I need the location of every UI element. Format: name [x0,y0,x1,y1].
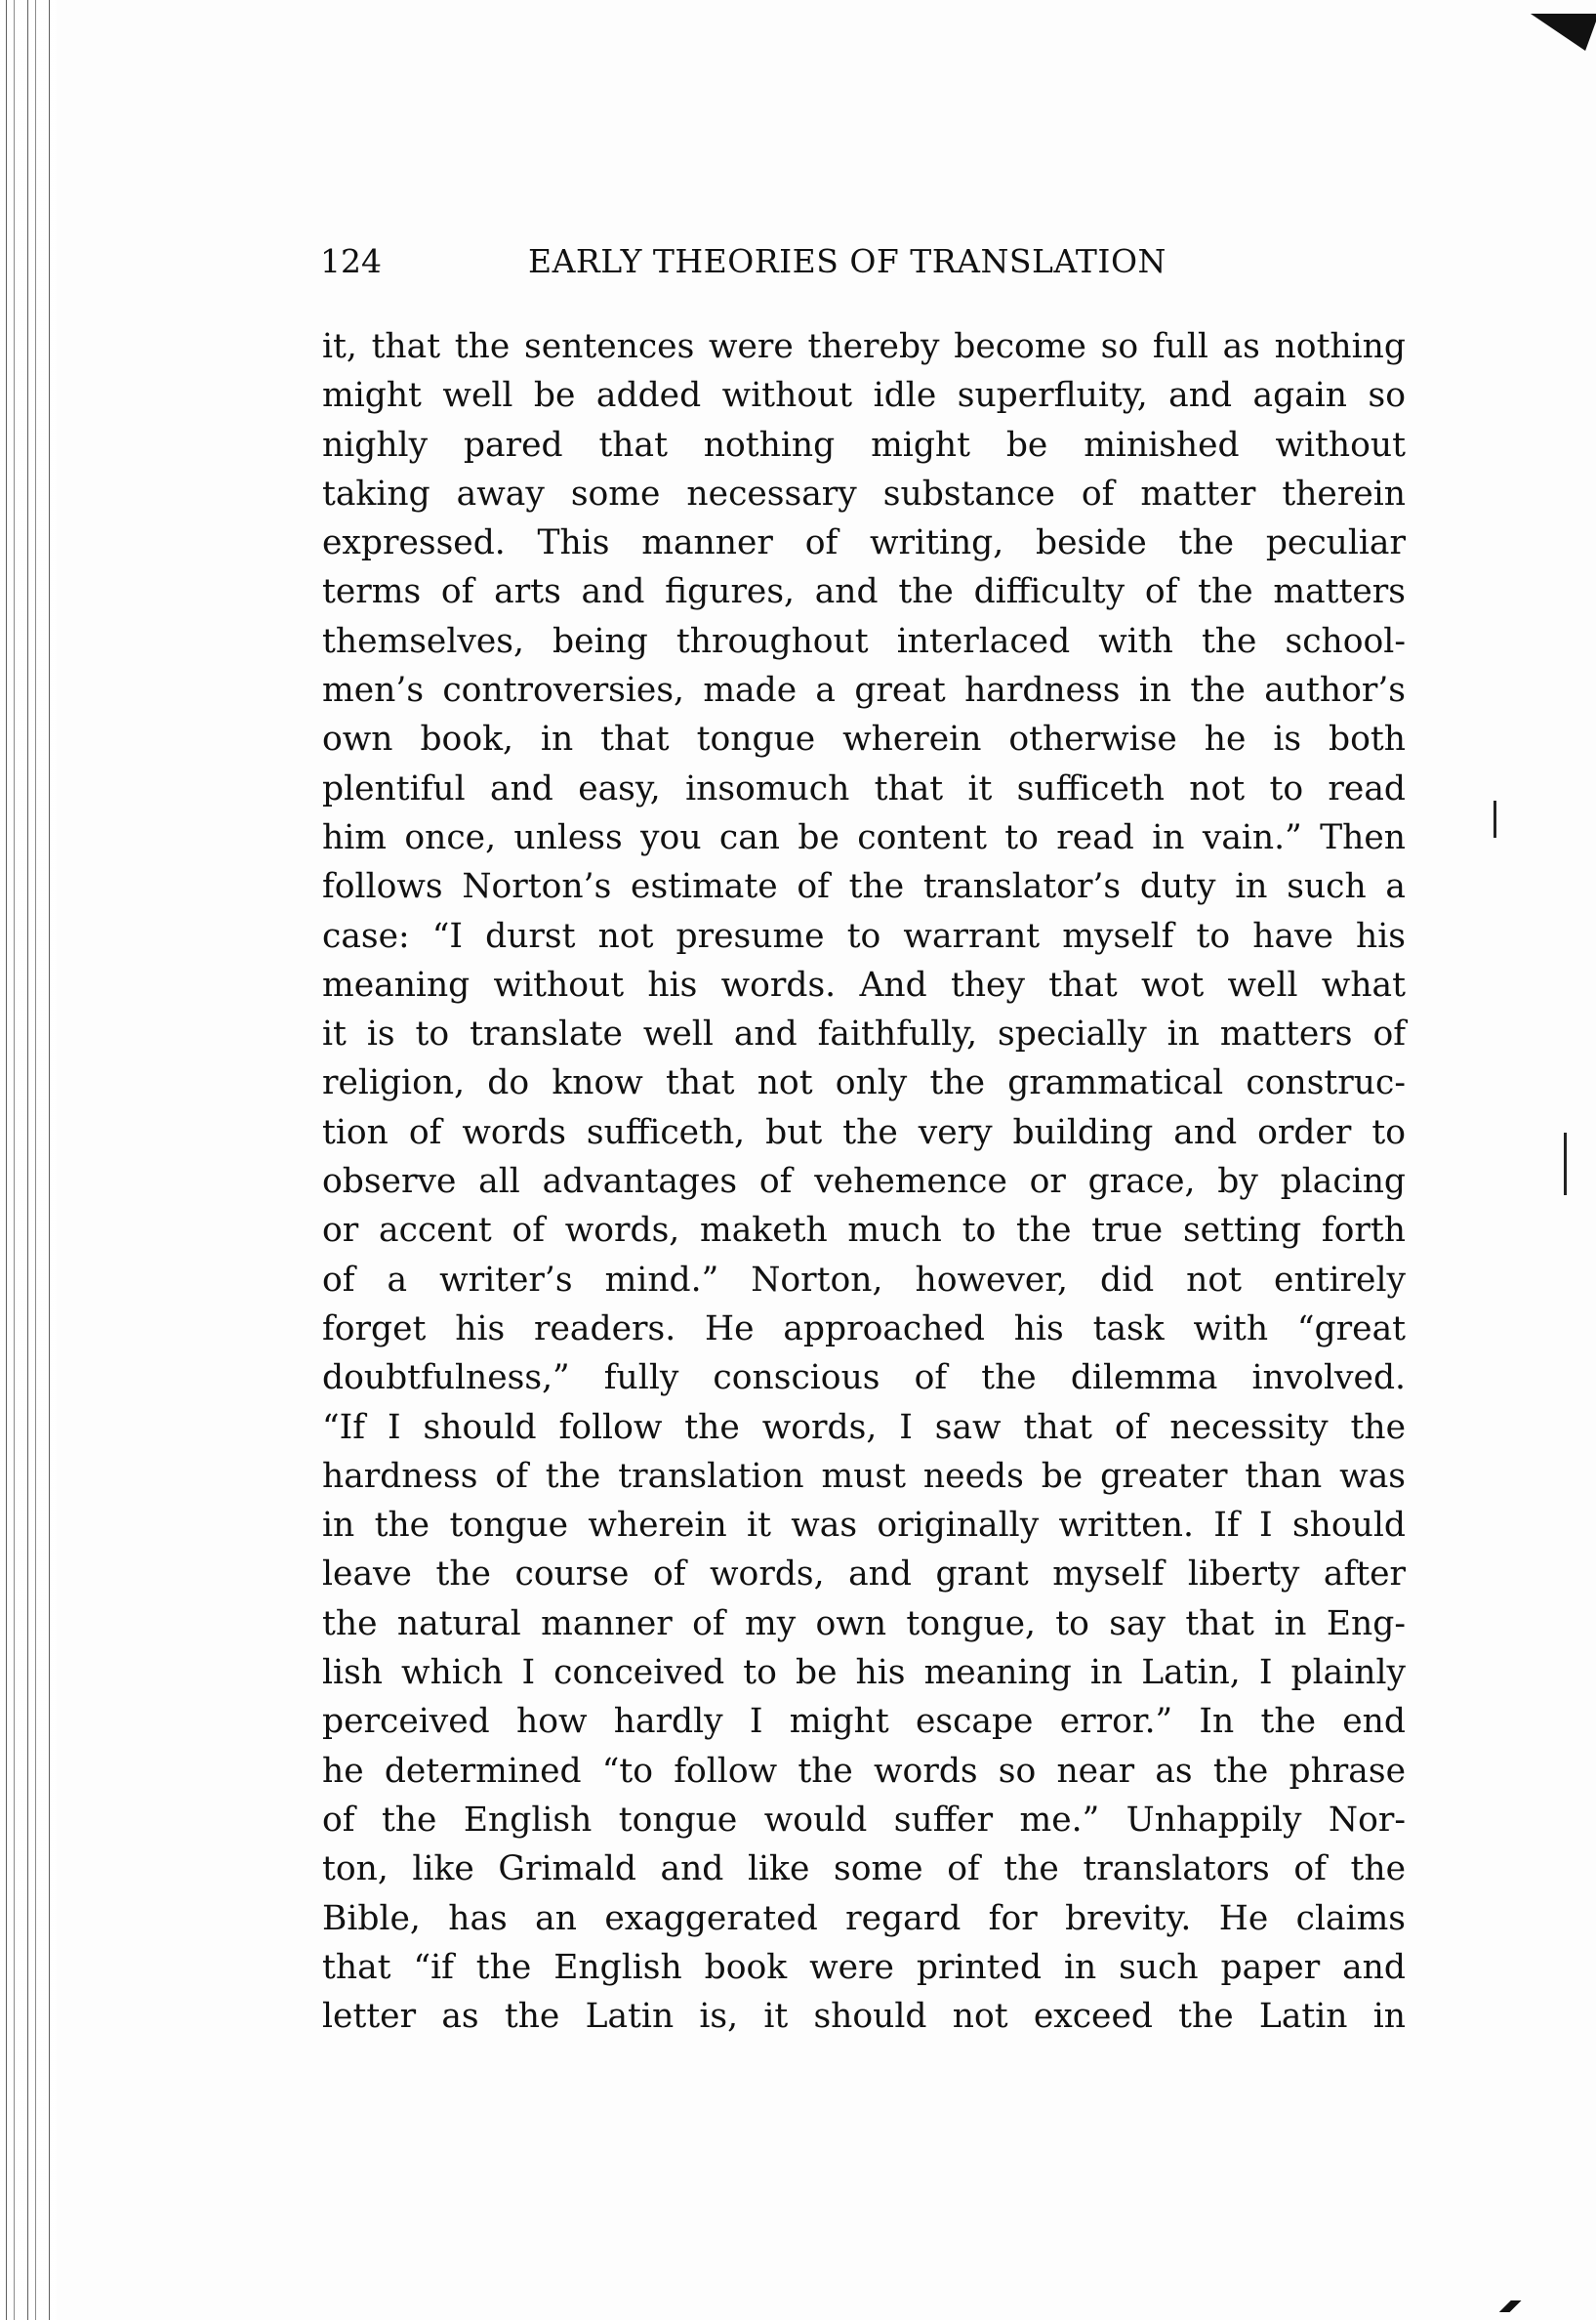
text-line: or accent of words, maketh much to the true setting forth [322,1211,1406,1251]
text-line: in the tongue wherein it was originally written. If I should [322,1506,1406,1546]
text-line: tion of words sufficeth, but the very building and order to [322,1112,1406,1152]
text-line: him once, unless you can be content to read in vain.” Then [322,817,1406,857]
text-line: case: “I durst not presume to warrant myself to have his [322,916,1406,956]
text-line: nighly pared that nothing might be minished without [322,425,1406,465]
margin-mark [1564,1133,1567,1195]
text-line: of a writer’s mind.” Norton, however, did not entirely [322,1260,1406,1300]
text-line: follows Norton’s estimate of the translator’s duty in such a [322,867,1406,907]
text-line: men’s controversies, made a great hardness in the author’s [322,671,1406,711]
text-line: religion, do know that not only the grammatical construc- [322,1063,1406,1103]
text-line: that “if the English book were printed in such paper and [322,1947,1406,1987]
text-line: hardness of the translation must needs be greater than was [322,1456,1406,1496]
text-line: themselves, being throughout interlaced with the school- [322,621,1406,661]
text-line: letter as the Latin is, it should not exceed the Latin in [322,1997,1406,2037]
text-line: meaning without his words. And they that wot well what [322,965,1406,1005]
text-line: observe all advantages of vehemence or grace, by placing [322,1162,1406,1202]
text-line: taking away some necessary substance of matter therein [322,474,1406,514]
corner-mark-top [1517,14,1596,51]
page-number: 124 [320,242,382,280]
running-title: EARLY THEORIES OF TRANSLATION [528,242,1166,280]
text-line: Bible, has an exaggerated regard for brevity. He claims [322,1898,1406,1938]
text-line: ton, like Grimald and like some of the translators of the [322,1849,1406,1889]
text-line: the natural manner of my own tongue, to say that in Eng- [322,1603,1406,1643]
text-line: it, that the sentences were thereby become so full as nothing [322,327,1406,366]
text-line: expressed. This manner of writing, beside the peculiar [322,523,1406,563]
margin-mark [1494,801,1496,838]
text-line: lish which I conceived to be his meaning in Latin, I plainly [322,1653,1406,1693]
corner-mark-bottom [1479,2300,1537,2312]
text-line: “If I should follow the words, I saw that of necessity the [322,1407,1406,1447]
binding-edge [0,0,57,2320]
body-text [322,322,1406,2041]
text-line: he determined “to follow the words so near as the phrase [322,1751,1406,1791]
page-header [320,242,1296,291]
text-line: plentiful and easy, insomuch that it sufficeth not to read [322,768,1406,808]
text-line: might well be added without idle superfluity, and again so [322,376,1406,416]
text-line: doubtfulness,” fully conscious of the dilemma involved. [322,1358,1406,1398]
text-line: it is to translate well and faithfully, specially in matters of [322,1015,1406,1055]
text-line: leave the course of words, and grant myself liberty after [322,1554,1406,1595]
text-line: terms of arts and figures, and the difficulty of the matters [322,572,1406,612]
text-line: of the English tongue would suffer me.” Unhappily Nor- [322,1800,1406,1840]
text-line: forget his readers. He approached his task with “great [322,1308,1406,1348]
text-line: perceived how hardly I might escape error.” In the end [322,1702,1406,1742]
text-line: own book, in that tongue wherein otherwise he is both [322,720,1406,760]
